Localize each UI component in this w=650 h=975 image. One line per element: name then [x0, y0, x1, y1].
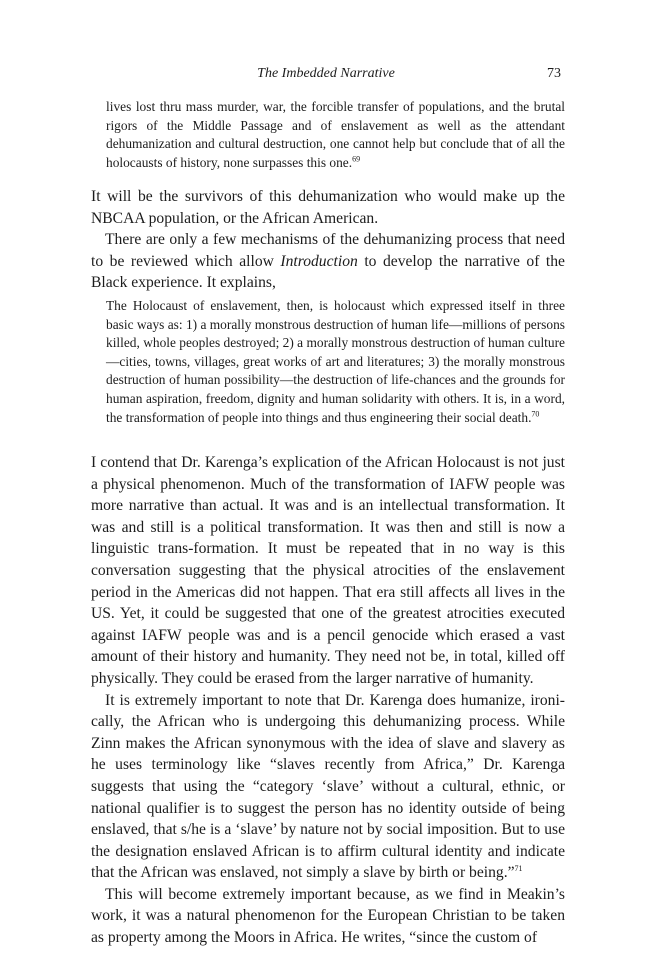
- running-title: The Imbedded Narrative: [257, 66, 395, 81]
- body-text-span: It is extremely important to note that Dr. Karenga does humanize, ironi-cally, the African who is undergoing this dehumanizing process. While Zinn makes the African synonymous with the idea of slave and slavery as he uses terminology like “slaves recently from Africa,” Dr. Karenga suggests that using the “category ‘slave’ without a cultural, ethnic, or national qualifier is to suggest the person has no identity outside of being enslaved, that s/he is a ‘slave’ by nature not by social imposition. But to use the designation enslaved African is to affirm cultural identity and indicate that the African was enslaved, not simply a slave by birth or being.”: [91, 691, 565, 882]
- body-text-span: to develop the narrative of the Black experience. It explains,: [91, 252, 565, 292]
- block-quote-2: [106, 297, 565, 427]
- quote-text: lives lost thru mass murder, war, the forcible transfer of populations, and the brutal rigors of the Middle Passage and of enslavement as well as the attendant dehumanization and cultural destruction, one cannot help but conclude that of all the holocausts of history, none surpasses this one.: [106, 99, 565, 170]
- footnote-ref: 71: [514, 864, 523, 874]
- body-paragraph: This will become extremely important because, as we find in Meakin’s work, it was a natural phenomenon for the European Christian to be taken as property among the Moors in Africa. He writes, “since the custom of: [91, 885, 565, 947]
- book-title: Introduction: [280, 252, 358, 270]
- quote-text: The Holocaust of enslavement, then, is holocaust which expressed itself in three basic ways as: 1) a morally monstrous destruction of human life—millions of persons killed, whole peoples destroyed; 2) a morally monstrous destruction of human culture—cities, towns, villages, great works of art and literatures; 3) the morally monstrous destruction of human possibility—the destruction of life-chances and the grounds for human aspiration, freedom, dignity and human solidarity with others. It is, in a word, the transformation of people into things and thus engineering their social death.: [106, 298, 565, 425]
- page-header: [91, 66, 561, 86]
- body-paragraph: [91, 229, 565, 294]
- body-paragraph: I contend that Dr. Karenga’s explication of the African Holocaust is not just a physical phenomenon. Much of the transformation of IAFW people was more narrative than actual. It was and is an intellectual transformation. It was and still is a political transformation. It was then and still is now a linguistic trans-formation. It must be repeated that in no way is this conversation suggesting that the physical atrocities of the enslavement period in the Americas did not happen. That era still affects all lives in the US. Yet, it could be suggested that one of the greatest atrocities executed against IAFW people was and is a pencil genocide which erased a vast amount of their history and humanity. They need not be, in total, killed off physically. They could be erased from the larger narrative of humanity.: [91, 454, 565, 687]
- body-section-1: [91, 186, 565, 294]
- body-paragraph: It will be the survivors of this dehumanization who would make up the NBCAA population, or the African American.: [91, 188, 565, 227]
- block-quote-1: [106, 98, 565, 172]
- quote-paragraph: [106, 98, 565, 172]
- body-text-span: There are only a few mechanisms of the dehumanizing process that need to be reviewed which allow: [91, 231, 565, 270]
- body-paragraph: [91, 690, 565, 884]
- body-section-2: [91, 452, 565, 949]
- page-number: 73: [547, 66, 561, 81]
- footnote-ref: 70: [531, 409, 540, 419]
- quote-paragraph: [106, 297, 565, 427]
- footnote-ref: 69: [352, 154, 361, 164]
